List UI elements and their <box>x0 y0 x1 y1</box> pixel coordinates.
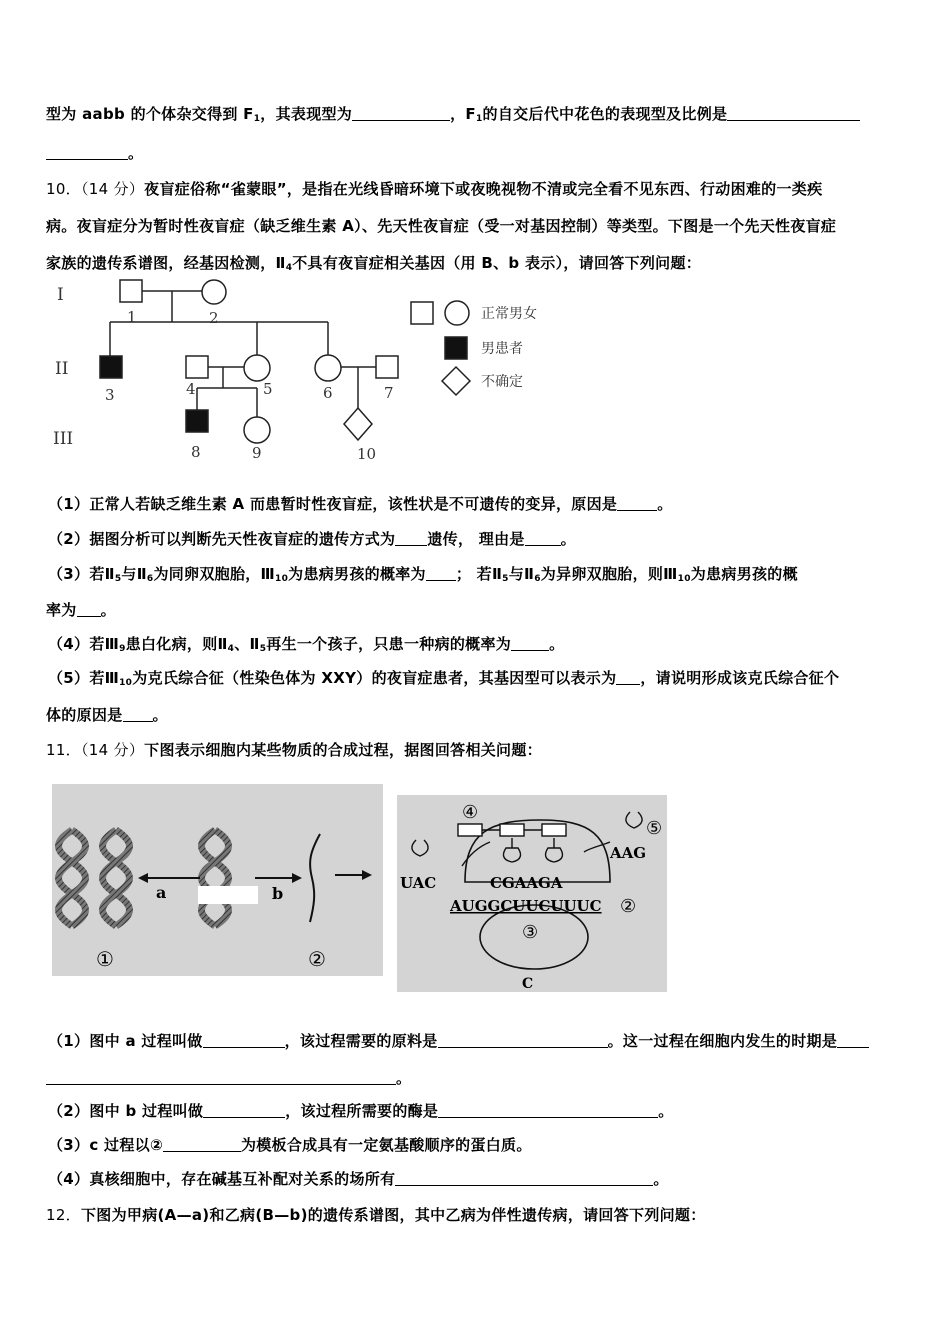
legend-square-normal <box>411 302 433 324</box>
anticodons: CGAAGA <box>490 874 563 892</box>
label-b: b <box>272 884 284 903</box>
q10-part-3-cont: 率为 。 <box>46 601 116 619</box>
svg-text:1: 1 <box>127 308 137 326</box>
individual-III8 <box>186 410 208 432</box>
svg-text:3: 3 <box>105 386 115 404</box>
q10-line-1: 10．（14 分）夜盲症俗称“雀蒙眼”，是指在光线昏暗环境下或夜晚视物不清或完全看不见东西、行动困难的一类疾 <box>46 180 823 198</box>
legend-diamond <box>442 367 470 395</box>
individual-III10 <box>344 408 372 440</box>
legend-affected: 男患者 <box>481 341 523 357</box>
legend-normal: 正常男女 <box>481 306 537 322</box>
individual-II7 <box>376 356 398 378</box>
q11-part-2: （2）图中 b 过程叫做 ，该过程所需要的酶是 。 <box>48 1102 674 1120</box>
q11-part-1: （1）图中 a 过程叫做 ，该过程需要的原料是 。这一过程在细胞内发生的时期是 <box>48 1030 869 1051</box>
q12-stem: 12．下图为甲病(A—a)和乙病(B—b)的遗传系谱图，其中乙病为伴性遗传病，请回答下列问题： <box>46 1206 706 1224</box>
svg-text:③: ③ <box>522 922 539 943</box>
svg-text:8: 8 <box>191 443 201 461</box>
panel-right <box>397 795 667 992</box>
legend-square-affected <box>445 337 467 359</box>
gen-label: I <box>57 285 64 305</box>
mrna-sequence: AUGGCUUCUUUC <box>450 897 602 915</box>
q11-stem: 11．（14 分）下图表示细胞内某些物质的合成过程，据图回答相关问题： <box>46 741 542 759</box>
svg-text:9: 9 <box>252 444 262 462</box>
svg-text:7: 7 <box>384 384 394 402</box>
svg-text:⑤: ⑤ <box>646 818 663 839</box>
svg-text:①: ① <box>96 947 114 971</box>
individual-II3 <box>100 356 122 378</box>
svg-text:④: ④ <box>462 802 479 823</box>
svg-text:②: ② <box>620 896 637 917</box>
figure-11 <box>50 782 670 994</box>
q10-part-5: （5）若$Ⅲ_{10}$为克氏综合征（性染色体为 XXY）的夜盲症患者，其基因型可以表示为 ，请说明形成该克氏综合征个 <box>48 669 840 688</box>
gen-label: III <box>53 429 74 449</box>
gen-label: II <box>55 359 69 379</box>
q9-line-2: 。 <box>46 142 143 163</box>
pedigree-figure <box>45 270 575 470</box>
trna-aag: AAG <box>610 844 647 862</box>
legend-uncertain: 不确定 <box>481 374 523 390</box>
q10-line-3: 家族的遗传系谱图，经基因检测，$Ⅱ_4$不具有夜盲症相关基因（用 B、b 表示），请回答下列问题： <box>46 254 702 273</box>
legend-circle-normal <box>445 301 469 325</box>
svg-text:4: 4 <box>186 380 196 398</box>
svg-text:5: 5 <box>263 380 273 398</box>
individual-I2 <box>202 280 226 304</box>
q11-part-4: （4）真核细胞中，存在碱基互补配对关系的场所有 。 <box>48 1170 669 1188</box>
individual-II4 <box>186 356 208 378</box>
individual-I1 <box>120 280 142 302</box>
trna-uac: UAC <box>400 874 437 892</box>
individual-II6 <box>315 355 341 381</box>
svg-text:C: C <box>522 976 534 992</box>
q11-part-1-cont: 。 <box>46 1067 411 1088</box>
label-a: a <box>156 883 167 902</box>
q11-part-3: （3）c 过程以② 为模板合成具有一定氨基酸顺序的蛋白质。 <box>48 1136 532 1154</box>
q10-part-4: （4）若$Ⅲ_9$患白化病，则$Ⅱ_4$、$Ⅱ_5$再生一个孩子，只患一种病的概率为 。 <box>48 635 565 654</box>
q10-part-5-cont: 体的原因是 。 <box>46 706 168 724</box>
q10-part-3: （3）若$Ⅱ_5$与$Ⅱ_6$为同卵双胞胎，$Ⅲ_{10}$为患病男孩的概率为 ； 若$Ⅱ_5$与$Ⅱ_6$为异卵双胞胎，则$Ⅲ_{10}$为患病男孩的概 <box>48 565 798 584</box>
svg-text:2: 2 <box>209 309 219 327</box>
q10-part-2: （2）据图分析可以判断先天性夜盲症的遗传方式为 遗传， 理由是 。 <box>48 530 576 548</box>
svg-text:②: ② <box>308 947 326 971</box>
individual-III9 <box>244 417 270 443</box>
individual-II5 <box>244 355 270 381</box>
q10-part-1: （1）正常人若缺乏维生素 A 而患暂时性夜盲症，该性状是不可遗传的变异，原因是 。 <box>48 495 673 513</box>
svg-text:10: 10 <box>357 445 377 463</box>
q10-line-2: 病。夜盲症分为暂时性夜盲症（缺乏维生素 A）、先天性夜盲症（受一对基因控制）等类型。下图是一个先天性夜盲症 <box>46 217 837 235</box>
svg-text:6: 6 <box>323 384 333 402</box>
q9-line-1: 型为 aabb 的个体杂交得到 $F_1$，其表现型为 ，$F_1$的自交后代中花色的表现型及比例是 <box>46 103 860 124</box>
